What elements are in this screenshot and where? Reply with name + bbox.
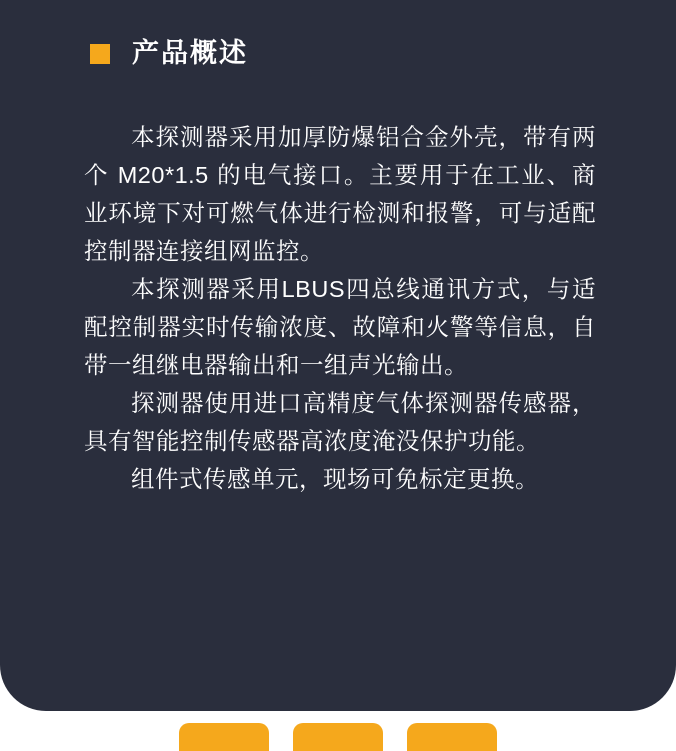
paragraph: 组件式传感单元，现场可免标定更换。 [131,466,539,492]
paragraph: 本探测器采用加厚防爆铝合金外壳，带有两个 M20*1.5 的电气接口。主要用于在工业、商业环境下对可燃气体进行检测和报警，可与适配控制器连接组网监控。 [84,124,596,264]
footer-tab[interactable] [179,723,269,751]
square-marker-icon [90,44,110,64]
body-text-block [84,118,596,498]
paragraph: 本探测器采用LBUS四总线通讯方式，与适配控制器实时传输浓度、故障和火警等信息，自带一组继电器输出和一组声光输出。 [84,276,596,378]
section-heading [90,40,248,67]
footer-tab-strip [0,711,676,751]
section-title: 产品概述 [132,38,248,68]
footer-tab[interactable] [293,723,383,751]
footer-tab[interactable] [407,723,497,751]
paragraph: 探测器使用进口高精度气体探测器传感器，具有智能控制传感器高浓度淹没保护功能。 [84,390,596,454]
